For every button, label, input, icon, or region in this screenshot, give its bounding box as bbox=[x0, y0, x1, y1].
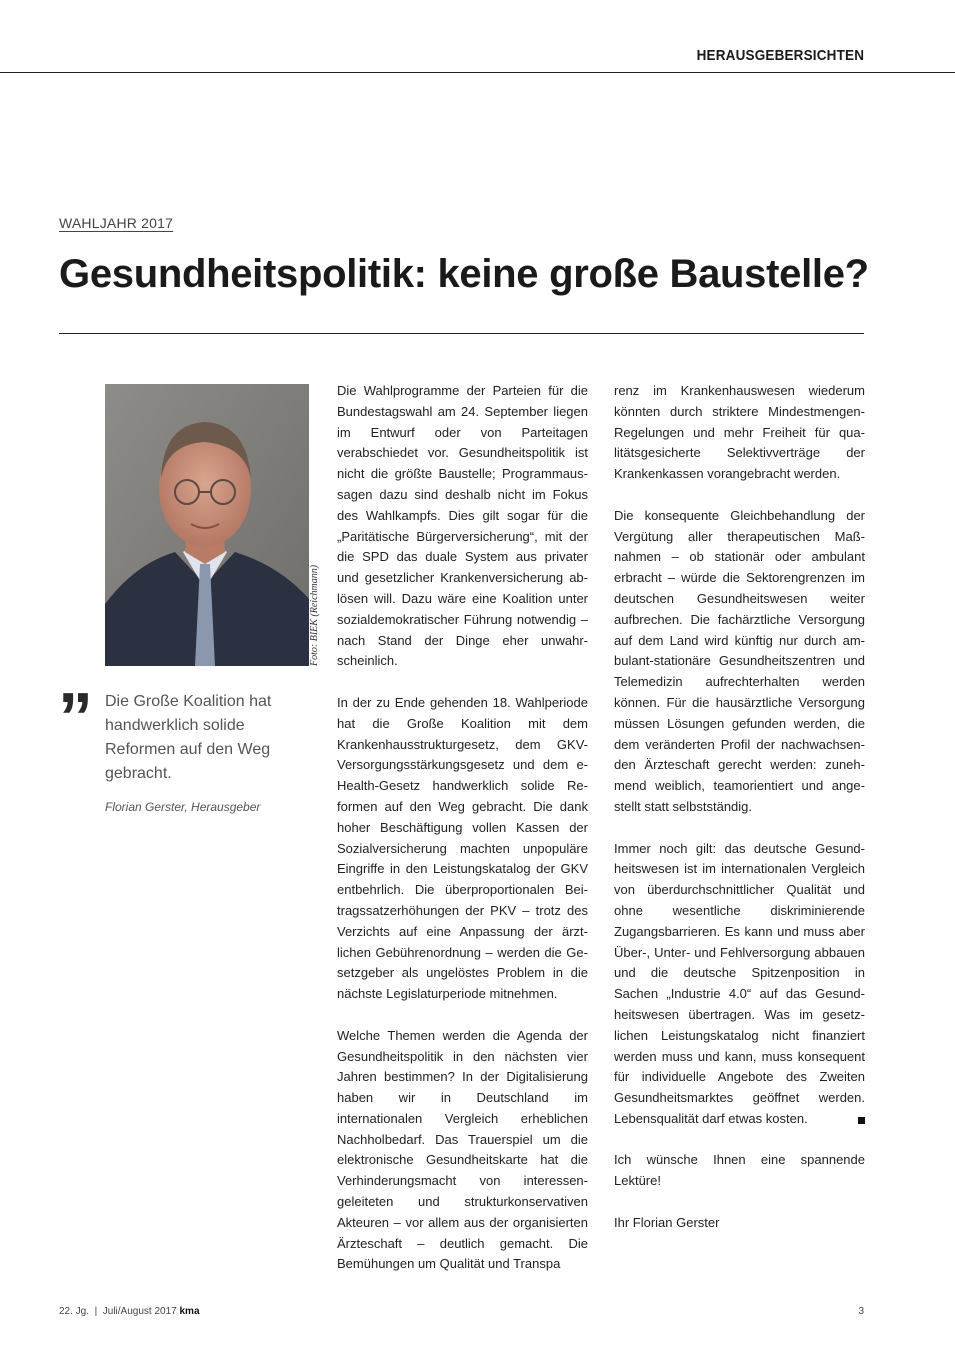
paragraph: Die Wahlprogramme der Parteien für die Bundestagswahl am 24. September liegen im Entwurf oder von Parteitagen verabschiedet vor. Gesundheitspolitik ist nicht die größte Baustelle; Programmaussagen dazu sind deshalb nicht im Fokus des Wahlkampfs. Dies gilt sogar für die „Paritätische Bürgerversicherung“, mit der die SPD das duale System aus privater und gesetzlicher Krankenversicherung ablösen will. Dazu wäre eine Koalition unter sozialdemokratischer Führung notwendig – nach Stand der Dinge eher unwahrscheinlich. bbox=[337, 383, 588, 669]
article-title: Gesundheitspolitik: keine große Baustelle? bbox=[59, 252, 869, 296]
footer-brand: kma bbox=[179, 1306, 200, 1317]
paragraph: In der zu Ende gehenden 18. Wahlperiode hat die Große Koalition mit dem Krankenhausstrukturgesetz, dem GKV-Versorgungsstärkungsgesetz und dem e-Health-Gesetz handwerklich solide Reformen auf den Weg gebracht. Die dank hoher Beschäftigung vollen Kassen der Sozialversicherung machten unpopuläre Eingriffe in den Leistungskatalog der GKV entbehrlich. Die überproportionalen Beitragssatzerhöhungen der PKV – trotz des Verzichts auf eine Anpassung der ärztlichen Gebührenordnung – werden die Gesetzgeber als ungelöstes Problem in die nächste Legislaturperiode mitnehmen. bbox=[337, 694, 588, 1002]
signature: Ihr Florian Gerster bbox=[614, 1214, 720, 1230]
pull-quote: Die Große Koalition hat handwerklich solide Reformen auf den Weg gebracht. bbox=[105, 693, 272, 782]
paragraph: Immer noch gilt: das deutsche Gesundheitswesen ist im internationalen Vergleich von überdurchschnittlicher Qualität und ohne wesentliche diskriminierende Zugangsbarrieren. Es kann und muss aber Über-, Unter- und Fehlversorgung abbauen und die deutsche Spitzenposition in Sachen „Industrie 4.0“ auf das Gesundheitswesen übertragen. Was im gesetzlichen Leistungskatalog nicht finanziert werden muss und kann, muss konsequent für individuelle Angebote des Zweiten Gesundheitsmarktes geöffnet werden. Lebensqualität darf etwas kosten. bbox=[614, 840, 865, 1126]
article-kicker: WAHLJAHR 2017 bbox=[59, 215, 174, 231]
closing-line: Ich wünsche Ihnen eine spannende Lektüre! bbox=[614, 1152, 865, 1189]
text-column-2 bbox=[614, 381, 865, 1234]
page-number: 3 bbox=[858, 1306, 864, 1317]
author-photo bbox=[105, 384, 309, 666]
quote-author: Florian Gerster, Herausgeber bbox=[105, 800, 261, 814]
paragraph: Die konsequente Gleichbehandlung der Vergütung aller therapeutischen Maßnahmen – ob stationär oder ambulant erbracht – würde die Sektorengrenzen im deutschen Gesundheitswesen weiter aufbrechen. Die fachärztliche Versorgung auf dem Land wird künftig nur durch ambulant-stationäre Gesundheitszentren und Telemedizin aufrechterhalten werden können. Für die hausärztliche Versorgung müssen Lösungen gefunden werden, die dem veränderten Profil der nachwachsenden Ärzteschaft gerecht werden: zunehmend weiblich, teamorientiert und angestellt statt selbstständig. bbox=[614, 507, 865, 814]
title-rule bbox=[59, 333, 864, 334]
quote-mark: ” bbox=[58, 678, 93, 756]
paragraph: Welche Themen werden die Agenda der Gesundheitspolitik in den nächsten vier Jahren bestimmen? In der Digitalisierung haben wir in Deutschland im internationalen Vergleich erheblichen Nachholbedarf. Das Trauerspiel um die elektronische Gesundheitskarte hat die Verhinderungsmacht von interessengeleiteten und strukturkonservativen Akteuren – vor allem aus der organisierten Ärzteschaft – deutlich gemacht. Die Bemühungen um Qualität und Transpa bbox=[337, 1027, 588, 1272]
section-label: HERAUSGEBERSICHTEN bbox=[696, 47, 864, 64]
footer-separator: | bbox=[94, 1306, 98, 1317]
end-mark-icon bbox=[858, 1117, 865, 1124]
text-column-1 bbox=[337, 381, 588, 1275]
paragraph: renz im Krankenhauswesen wiederum könnten durch striktere Mindestmengen-Regelungen und mehr Freiheit für qualitätsgesicherte Selektivverträge der Krankenkassen vorangebracht werden. bbox=[614, 383, 865, 482]
header-rule bbox=[0, 72, 955, 73]
footer-date: Juli/August 2017 bbox=[102, 1306, 177, 1317]
footer-issue-info bbox=[59, 1306, 200, 1317]
footer-issue: 22. Jg. bbox=[59, 1306, 90, 1317]
photo-credit: Foto: BIEK (Reichmann) bbox=[309, 564, 320, 666]
